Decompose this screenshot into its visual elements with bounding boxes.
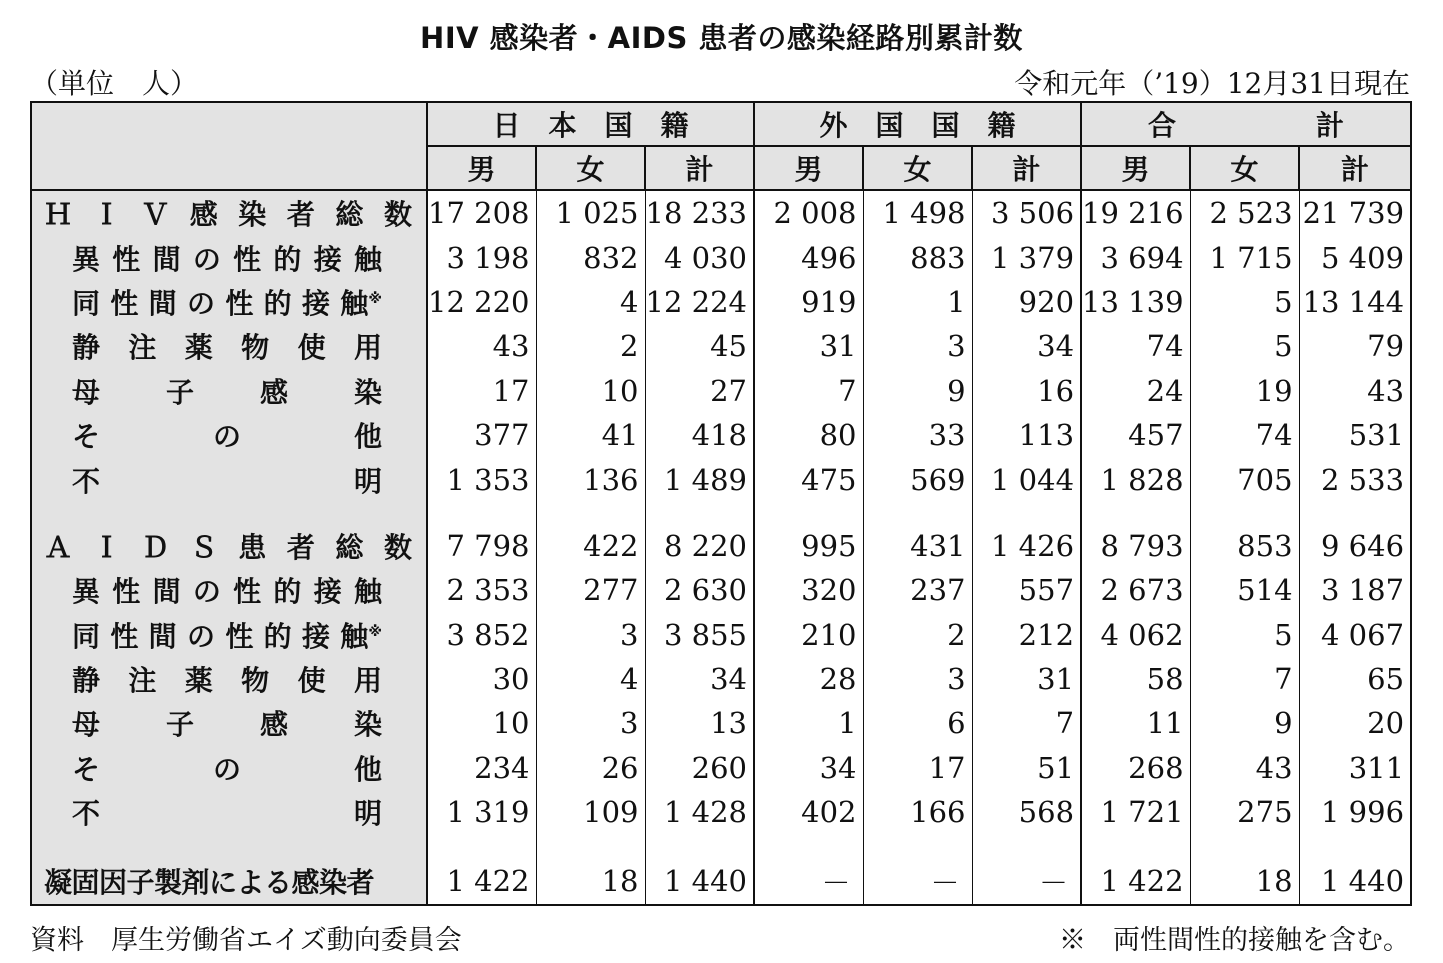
table-cell: 13 139 [1081, 280, 1190, 324]
table-cell: 431 [863, 524, 972, 568]
table-cell: 2 523 [1190, 190, 1299, 235]
sub-header: 計 [645, 146, 754, 190]
table-cell: 1 422 [427, 858, 536, 905]
table-cell: 7 [972, 701, 1081, 745]
table-cell: 557 [972, 568, 1081, 612]
table-cell: 3 852 [427, 613, 536, 657]
table-cell: 30 [427, 657, 536, 701]
data-table [30, 101, 1412, 906]
table-cell: 1 715 [1190, 235, 1299, 279]
table-cell: 13 [645, 701, 754, 745]
row-label: 同 性 間 の 性 的 接 触※ [31, 613, 427, 657]
table-cell: 17 [427, 369, 536, 413]
table-cell: 58 [1081, 657, 1190, 701]
table-cell: 31 [972, 657, 1081, 701]
table-cell: 3 [536, 613, 645, 657]
table-row [31, 280, 1411, 324]
table-cell: 18 233 [645, 190, 754, 235]
table-cell: 496 [754, 235, 863, 279]
sub-header: 女 [536, 146, 645, 190]
table-cell: 7 [754, 369, 863, 413]
table-cell: 4 030 [645, 235, 754, 279]
sub-header: 女 [863, 146, 972, 190]
table-cell: 18 [1190, 858, 1299, 905]
table-cell: 920 [972, 280, 1081, 324]
table-cell: 1 319 [427, 790, 536, 834]
table-cell: 74 [1081, 324, 1190, 368]
table-cell: 1 428 [645, 790, 754, 834]
table-cell: 43 [1190, 746, 1299, 790]
table-cell: 705 [1190, 457, 1299, 501]
table-cell: 2 353 [427, 568, 536, 612]
table-cell: 26 [536, 746, 645, 790]
table-cell: 210 [754, 613, 863, 657]
sub-header: 男 [754, 146, 863, 190]
table-cell: 2 [536, 324, 645, 368]
row-label: Ｈ Ｉ Ｖ 感 染 者 総 数 [31, 190, 427, 235]
table-cell: 13 144 [1299, 280, 1411, 324]
row-label: 静 注 薬 物 使 用 [31, 657, 427, 701]
group-header-foreign: 外 国 国 籍 [754, 102, 1081, 146]
row-label: 凝固因子製剤による感染者 [31, 858, 427, 905]
row-label: 異 性 間 の 性 的 接 触 [31, 235, 427, 279]
table-cell: 16 [972, 369, 1081, 413]
table-cell: 9 646 [1299, 524, 1411, 568]
table-cell: 1 [754, 701, 863, 745]
table-cell: 8 220 [645, 524, 754, 568]
table-row [31, 524, 1411, 568]
table-row [31, 324, 1411, 368]
table-cell: 422 [536, 524, 645, 568]
table-cell: 320 [754, 568, 863, 612]
table-cell: － [863, 858, 972, 905]
table-cell: 531 [1299, 413, 1411, 457]
table-cell: 1 379 [972, 235, 1081, 279]
row-label: 静 注 薬 物 使 用 [31, 324, 427, 368]
table-cell: 166 [863, 790, 972, 834]
table-cell: 34 [754, 746, 863, 790]
footnote-mark: ※ [368, 290, 382, 307]
table-cell: 1 044 [972, 457, 1081, 501]
row-label: Ａ Ｉ Ｄ Ｓ 患 者 総 数 [31, 524, 427, 568]
table-cell: 1 353 [427, 457, 536, 501]
header-corner [31, 102, 427, 190]
table-cell: 74 [1190, 413, 1299, 457]
table-cell: 65 [1299, 657, 1411, 701]
row-label: 不 明 [31, 790, 427, 834]
source-note: 資料 厚生労働省エイズ動向委員会 [30, 925, 462, 956]
row-label: 異 性 間 の 性 的 接 触 [31, 568, 427, 612]
table-row [31, 858, 1411, 905]
table-cell: 24 [1081, 369, 1190, 413]
table-cell: 3 187 [1299, 568, 1411, 612]
table-cell: 5 [1190, 613, 1299, 657]
table-cell: 995 [754, 524, 863, 568]
table-cell: 2 630 [645, 568, 754, 612]
table-cell: 3 694 [1081, 235, 1190, 279]
table-cell: 3 506 [972, 190, 1081, 235]
table-cell: 1 [863, 280, 972, 324]
table-cell: 1 422 [1081, 858, 1190, 905]
table-cell: 6 [863, 701, 972, 745]
table-cell: 7 [1190, 657, 1299, 701]
table-cell: 113 [972, 413, 1081, 457]
table-row [31, 413, 1411, 457]
table-cell: 17 208 [427, 190, 536, 235]
table-cell: 20 [1299, 701, 1411, 745]
table-row [31, 701, 1411, 745]
sub-header: 計 [972, 146, 1081, 190]
table-cell: 3 198 [427, 235, 536, 279]
table-cell: 4 067 [1299, 613, 1411, 657]
table-cell: 275 [1190, 790, 1299, 834]
spacer-row [31, 834, 1411, 858]
table-cell: 1 440 [645, 858, 754, 905]
page-title: HIV 感染者・AIDS 患者の感染経路別累計数 [420, 21, 1023, 55]
table-cell: 237 [863, 568, 972, 612]
table-cell: 43 [1299, 369, 1411, 413]
table-cell: 2 673 [1081, 568, 1190, 612]
table-cell: 8 793 [1081, 524, 1190, 568]
table-cell: 45 [645, 324, 754, 368]
table-cell: － [754, 858, 863, 905]
sub-header: 女 [1190, 146, 1299, 190]
table-cell: 3 855 [645, 613, 754, 657]
table-cell: 43 [427, 324, 536, 368]
table-row [31, 657, 1411, 701]
table-cell: － [972, 858, 1081, 905]
table-cell: 3 [536, 701, 645, 745]
table-cell: 4 [536, 280, 645, 324]
table-cell: 136 [536, 457, 645, 501]
table-cell: 853 [1190, 524, 1299, 568]
table-cell: 4 [536, 657, 645, 701]
table-cell: 51 [972, 746, 1081, 790]
table-cell: 21 739 [1299, 190, 1411, 235]
table-row [31, 235, 1411, 279]
table-cell: 33 [863, 413, 972, 457]
table-cell: 17 [863, 746, 972, 790]
table-cell: 457 [1081, 413, 1190, 457]
footnote-mark: ※ [368, 623, 382, 640]
table-cell: 418 [645, 413, 754, 457]
table-row [31, 613, 1411, 657]
table-cell: 80 [754, 413, 863, 457]
table-cell: 832 [536, 235, 645, 279]
table-cell: 19 216 [1081, 190, 1190, 235]
table-cell: 569 [863, 457, 972, 501]
spacer-row [31, 502, 1411, 524]
table-cell: 10 [536, 369, 645, 413]
table-cell: 12 224 [645, 280, 754, 324]
table-cell: 260 [645, 746, 754, 790]
table-cell: 1 721 [1081, 790, 1190, 834]
row-label: 母 子 感 染 [31, 701, 427, 745]
table-cell: 19 [1190, 369, 1299, 413]
table-cell: 12 220 [427, 280, 536, 324]
unit-label: （単位 人） [30, 67, 199, 100]
table-cell: 311 [1299, 746, 1411, 790]
table-cell: 18 [536, 858, 645, 905]
table-cell: 1 440 [1299, 858, 1411, 905]
table-cell: 11 [1081, 701, 1190, 745]
table-cell: 34 [972, 324, 1081, 368]
table-cell: 277 [536, 568, 645, 612]
table-cell: 1 498 [863, 190, 972, 235]
table-cell: 28 [754, 657, 863, 701]
table-cell: 402 [754, 790, 863, 834]
row-label: 同 性 間 の 性 的 接 触※ [31, 280, 427, 324]
table-cell: 3 [863, 324, 972, 368]
footnote: ※ 両性間性的接触を含む。 [1059, 925, 1410, 956]
row-label: 不 明 [31, 457, 427, 501]
table-cell: 109 [536, 790, 645, 834]
table-cell: 4 062 [1081, 613, 1190, 657]
table-cell: 212 [972, 613, 1081, 657]
table-row [31, 568, 1411, 612]
table-row [31, 746, 1411, 790]
sub-header: 計 [1299, 146, 1411, 190]
table-cell: 234 [427, 746, 536, 790]
table-cell: 883 [863, 235, 972, 279]
row-label: 母 子 感 染 [31, 369, 427, 413]
table-cell: 5 [1190, 324, 1299, 368]
group-header-japanese: 日 本 国 籍 [427, 102, 754, 146]
sub-header: 男 [1081, 146, 1190, 190]
table-cell: 919 [754, 280, 863, 324]
table-cell: 41 [536, 413, 645, 457]
group-header-total: 合 計 [1081, 102, 1411, 146]
table-cell: 3 [863, 657, 972, 701]
table-cell: 268 [1081, 746, 1190, 790]
table-row [31, 369, 1411, 413]
row-label: そ の 他 [31, 746, 427, 790]
table-cell: 9 [1190, 701, 1299, 745]
as-of-date: 令和元年（’19）12月31日現在 [1014, 67, 1410, 100]
table-cell: 79 [1299, 324, 1411, 368]
table-cell: 5 [1190, 280, 1299, 324]
table-cell: 2 [863, 613, 972, 657]
table-cell: 1 025 [536, 190, 645, 235]
table-row [31, 790, 1411, 834]
table-cell: 2 533 [1299, 457, 1411, 501]
table-cell: 9 [863, 369, 972, 413]
table-cell: 377 [427, 413, 536, 457]
table-cell: 7 798 [427, 524, 536, 568]
table-cell: 10 [427, 701, 536, 745]
table-cell: 34 [645, 657, 754, 701]
table-cell: 1 996 [1299, 790, 1411, 834]
table-cell: 568 [972, 790, 1081, 834]
table-cell: 27 [645, 369, 754, 413]
table-cell: 475 [754, 457, 863, 501]
table-row [31, 457, 1411, 501]
table-cell: 31 [754, 324, 863, 368]
table-row [31, 190, 1411, 235]
sub-header: 男 [427, 146, 536, 190]
table-cell: 5 409 [1299, 235, 1411, 279]
table-cell: 1 489 [645, 457, 754, 501]
table-cell: 514 [1190, 568, 1299, 612]
table-cell: 1 426 [972, 524, 1081, 568]
table-cell: 1 828 [1081, 457, 1190, 501]
table-cell: 2 008 [754, 190, 863, 235]
row-label: そ の 他 [31, 413, 427, 457]
